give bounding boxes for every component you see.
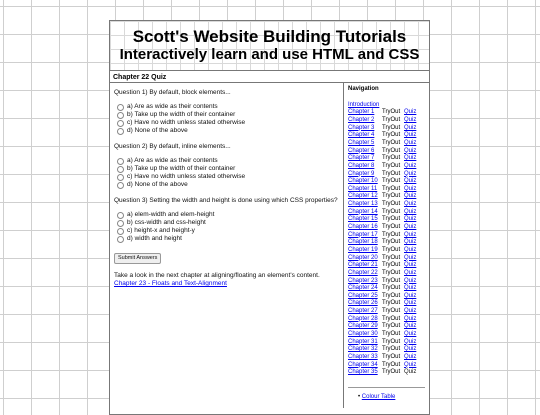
quiz-link[interactable]: Quiz (404, 315, 417, 322)
question-block (114, 89, 338, 135)
tryout-label: TryOut (382, 300, 401, 307)
chapter-link[interactable]: Chapter 22 (348, 269, 378, 276)
tryout-label: TryOut (382, 147, 401, 154)
chapter-link[interactable]: Chapter 34 (348, 361, 378, 368)
chapter-link[interactable]: Chapter 15 (348, 216, 378, 223)
chapter-nav-row (348, 171, 425, 179)
quiz-link[interactable]: Quiz (404, 277, 417, 284)
radio-button[interactable] (117, 212, 124, 219)
quiz-link[interactable]: Quiz (404, 132, 417, 139)
radio-button[interactable] (117, 220, 124, 227)
radio-button[interactable] (117, 166, 124, 173)
answer-label: c) Have no width unless stated otherwise (127, 173, 246, 180)
quiz-link[interactable]: Quiz (404, 109, 417, 116)
chapter-nav-row (348, 308, 425, 316)
navigation-sidebar (343, 83, 429, 408)
navigation-title: Navigation (348, 86, 379, 92)
next-chapter-link[interactable]: Chapter 23 - Floats and Text-Alignment (114, 280, 227, 287)
chapter-nav-row (348, 270, 425, 278)
chapter-link[interactable]: Chapter 20 (348, 254, 378, 261)
tryout-label: TryOut (382, 292, 401, 299)
radio-button[interactable] (117, 236, 124, 243)
answer-label: d) None of the above (127, 127, 188, 134)
radio-button[interactable] (117, 158, 124, 165)
chapter-nav-row (348, 178, 425, 186)
answer-label: b) Take up the width of their container (127, 111, 236, 118)
radio-button[interactable] (117, 228, 124, 235)
quiz-link[interactable]: Quiz (404, 124, 417, 131)
tryout-label: TryOut (382, 323, 401, 330)
chapter-nav-row (348, 331, 425, 339)
answer-label: b) css-width and css-height (127, 219, 206, 226)
chapter-link[interactable]: Chapter 12 (348, 193, 378, 200)
tryout-label: TryOut (382, 338, 401, 345)
chapter-link[interactable]: Chapter 32 (348, 346, 378, 353)
site-subtitle: Interactively learn and use HTML and CSS (119, 46, 420, 63)
chapter-link[interactable]: Chapter 17 (348, 231, 378, 238)
tryout-label: TryOut (382, 361, 401, 368)
tryout-label: TryOut (382, 285, 401, 292)
question-block (114, 197, 338, 243)
quiz-link[interactable]: Quiz (404, 162, 417, 169)
chapter-nav-row (348, 293, 425, 301)
chapter-nav-row (348, 140, 425, 148)
answer-label: b) Take up the width of their container (127, 165, 236, 172)
tryout-label: TryOut (382, 117, 401, 124)
chapter-nav-row (348, 193, 425, 201)
answer-label: a) Are as wide as their contents (127, 103, 218, 110)
tryout-label: TryOut (382, 216, 401, 223)
tryout-label: TryOut (382, 231, 401, 238)
submit-answers-button[interactable]: Submit Answers (114, 253, 161, 264)
tryout-label: TryOut (382, 246, 401, 253)
quiz-link[interactable]: Quiz (404, 292, 417, 299)
question-text: Question 2) By default, inline elements... (114, 143, 231, 150)
chapter-link[interactable]: Chapter 18 (348, 239, 378, 246)
radio-button[interactable] (117, 128, 124, 135)
quiz-link[interactable]: Quiz (404, 300, 417, 307)
answer-label: c) height-x and height-y (127, 227, 195, 234)
chapter-nav-row (348, 186, 425, 194)
chapter-link[interactable]: Chapter 23 (348, 277, 378, 284)
chapter-nav-row (348, 239, 425, 247)
quiz-link[interactable]: Quiz (404, 216, 417, 223)
chapter-link[interactable]: Chapter 13 (348, 201, 378, 208)
chapter-link[interactable]: Chapter 4 (348, 132, 375, 139)
quiz-link[interactable]: Quiz (404, 308, 417, 315)
radio-button[interactable] (117, 120, 124, 127)
chapter-link[interactable]: Chapter 21 (348, 262, 378, 269)
tryout-label: TryOut (382, 239, 401, 246)
quiz-link[interactable]: Quiz (404, 193, 417, 200)
chapter-nav-row (348, 354, 425, 362)
answer-option[interactable] (117, 157, 338, 165)
quiz-link[interactable]: Quiz (404, 239, 417, 246)
tryout-label: TryOut (382, 132, 401, 139)
quiz-link[interactable]: Quiz (404, 262, 417, 269)
chapter-nav-row (348, 125, 425, 133)
chapter-nav-row (348, 148, 425, 156)
chapter-link[interactable]: Chapter 24 (348, 285, 378, 292)
answer-option[interactable] (117, 227, 338, 235)
answer-option[interactable] (117, 235, 338, 243)
chapter-nav-row (348, 216, 425, 224)
tryout-label: TryOut (382, 109, 401, 116)
answer-option[interactable] (117, 127, 338, 135)
quiz-link[interactable]: Quiz (404, 269, 417, 276)
chapter-nav-row (348, 132, 425, 140)
quiz-link[interactable]: Quiz (404, 338, 417, 345)
answer-option[interactable] (117, 119, 338, 127)
chapter-link[interactable]: Chapter 27 (348, 308, 378, 315)
next-chapter-text (114, 272, 338, 288)
tryout-label: TryOut (382, 155, 401, 162)
tryout-label: TryOut (382, 208, 401, 215)
radio-button[interactable] (117, 104, 124, 111)
chapter-link[interactable]: Chapter 35 (348, 369, 378, 376)
site-header (110, 21, 429, 71)
chapter-nav-row (348, 201, 425, 209)
quiz-link[interactable]: Quiz (404, 346, 417, 353)
chapter-link[interactable]: Chapter 11 (348, 185, 378, 192)
quiz-link[interactable]: Quiz (404, 246, 417, 253)
tryout-label: TryOut (382, 254, 401, 261)
chapter-nav-row (348, 339, 425, 347)
answer-option[interactable] (117, 181, 338, 189)
question-block (114, 143, 338, 189)
answer-option[interactable] (117, 165, 338, 173)
chapter-link[interactable]: Chapter 8 (348, 162, 375, 169)
question-list (114, 89, 338, 243)
tryout-label: TryOut (382, 124, 401, 131)
tryout-label: TryOut (382, 201, 401, 208)
chapter-link[interactable]: Chapter 16 (348, 224, 378, 231)
chapter-link[interactable]: Chapter 31 (348, 338, 378, 345)
chapter-nav-row (348, 262, 425, 270)
tryout-label: TryOut (382, 277, 401, 284)
answer-label: d) None of the above (127, 181, 188, 188)
answer-option[interactable] (117, 211, 338, 219)
chapter-nav-row (348, 155, 425, 163)
chapter-nav-row (348, 109, 425, 117)
chapter-nav-row (348, 362, 425, 370)
tryout-label: TryOut (382, 369, 401, 376)
chapter-nav-row (348, 247, 425, 255)
chapter-link[interactable]: Chapter 5 (348, 139, 375, 146)
chapter-nav-row (348, 278, 425, 286)
chapter-nav-row (348, 323, 425, 331)
chapter-title: Chapter 22 Quiz (110, 71, 429, 83)
chapter-nav-row (348, 369, 425, 377)
radio-button[interactable] (117, 182, 124, 189)
chapter-link[interactable]: Chapter 29 (348, 323, 378, 330)
chapter-link[interactable]: Chapter 7 (348, 155, 375, 162)
quiz-link[interactable]: Quiz (404, 155, 417, 162)
quiz-link[interactable]: Quiz (404, 285, 417, 292)
chapter-link[interactable]: Chapter 6 (348, 147, 375, 154)
quiz-link[interactable]: Quiz (404, 208, 417, 215)
site-title: Scott's Website Building Tutorials (132, 27, 407, 46)
quiz-link[interactable]: Quiz (404, 185, 417, 192)
radio-button[interactable] (117, 174, 124, 181)
tryout-label: TryOut (382, 139, 401, 146)
chapter-link[interactable]: Chapter 26 (348, 300, 378, 307)
tryout-label: TryOut (382, 178, 401, 185)
tryout-label: TryOut (382, 353, 401, 360)
tryout-label: TryOut (382, 346, 401, 353)
chapter-link[interactable]: Chapter 9 (348, 170, 375, 177)
quiz-link[interactable]: Quiz (404, 330, 417, 337)
quiz-link[interactable]: Quiz (404, 201, 417, 208)
extras-list (348, 387, 425, 402)
answer-label: a) Are as wide as their contents (127, 157, 218, 164)
question-text: Question 1) By default, block elements... (114, 89, 231, 96)
chapter-nav-row (348, 163, 425, 171)
tryout-label: TryOut (382, 224, 401, 231)
quiz-link[interactable]: Quiz (404, 224, 417, 231)
answer-label: c) Have no width unless stated otherwise (127, 119, 246, 126)
quiz-form (110, 83, 342, 291)
chapter-link[interactable]: Chapter 14 (348, 208, 378, 215)
tryout-label: TryOut (382, 262, 401, 269)
tryout-label: TryOut (382, 170, 401, 177)
chapter-link[interactable]: Chapter 25 (348, 292, 378, 299)
chapter-nav-row (348, 255, 425, 263)
quiz-link[interactable]: Quiz (404, 254, 417, 261)
chapter-link[interactable]: Chapter 30 (348, 330, 378, 337)
tryout-label: TryOut (382, 308, 401, 315)
answer-option[interactable] (117, 219, 338, 227)
colour-table-item (358, 394, 425, 402)
chapter-nav-row (348, 232, 425, 240)
tryout-label: TryOut (382, 269, 401, 276)
quiz-link[interactable]: Quiz (404, 178, 417, 185)
quiz-link[interactable]: Quiz (404, 323, 417, 330)
radio-button[interactable] (117, 112, 124, 119)
colour-table-link[interactable]: Colour Table (361, 393, 396, 400)
chapter-nav-row (348, 346, 425, 354)
answer-option[interactable] (117, 103, 338, 111)
answer-option[interactable] (117, 173, 338, 181)
bullet-icon: • (358, 393, 361, 400)
quiz-link[interactable]: Quiz (404, 170, 417, 177)
chapter-link[interactable]: Chapter 3 (348, 124, 375, 131)
quiz-link[interactable]: Quiz (404, 147, 417, 154)
tryout-label: TryOut (382, 315, 401, 322)
tryout-label: TryOut (382, 330, 401, 337)
tryout-label: TryOut (382, 185, 401, 192)
chapter-nav-row (348, 285, 425, 293)
chapter-nav-row (348, 316, 425, 324)
answer-label: d) width and height (127, 235, 182, 242)
answer-label: a) elem-width and elem-height (127, 211, 215, 218)
chapter-nav-row (348, 209, 425, 217)
page-container (109, 20, 430, 415)
chapter-nav-row (348, 117, 425, 125)
next-chapter-description: Take a look in the next chapter at aligning/floating an element's content. (114, 272, 320, 279)
chapter-link[interactable]: Chapter 1 (348, 109, 375, 116)
quiz-link[interactable]: Quiz (404, 353, 417, 360)
quiz-link[interactable]: Quiz (404, 231, 417, 238)
chapter-link[interactable]: Chapter 10 (348, 178, 378, 185)
quiz-link[interactable]: Quiz (404, 361, 417, 368)
chapter-link[interactable]: Chapter 33 (348, 353, 378, 360)
tryout-label: TryOut (382, 162, 401, 169)
question-text: Question 3) Setting the width and height is done using which CSS properties? (114, 197, 338, 204)
nav-introduction-link[interactable]: Introduction (348, 101, 380, 108)
chapter-nav-row (348, 224, 425, 232)
quiz-link[interactable]: Quiz (404, 139, 417, 146)
chapter-link[interactable]: Chapter 19 (348, 246, 378, 253)
chapter-link[interactable]: Chapter 2 (348, 117, 375, 124)
chapter-nav-row (348, 300, 425, 308)
answer-option[interactable] (117, 111, 338, 119)
quiz-link[interactable]: Quiz (404, 117, 417, 124)
chapter-nav-list (348, 109, 425, 376)
content-area (110, 83, 429, 408)
tryout-label: TryOut (382, 193, 401, 200)
chapter-link[interactable]: Chapter 28 (348, 315, 378, 322)
quiz-link: Quiz (404, 369, 417, 376)
